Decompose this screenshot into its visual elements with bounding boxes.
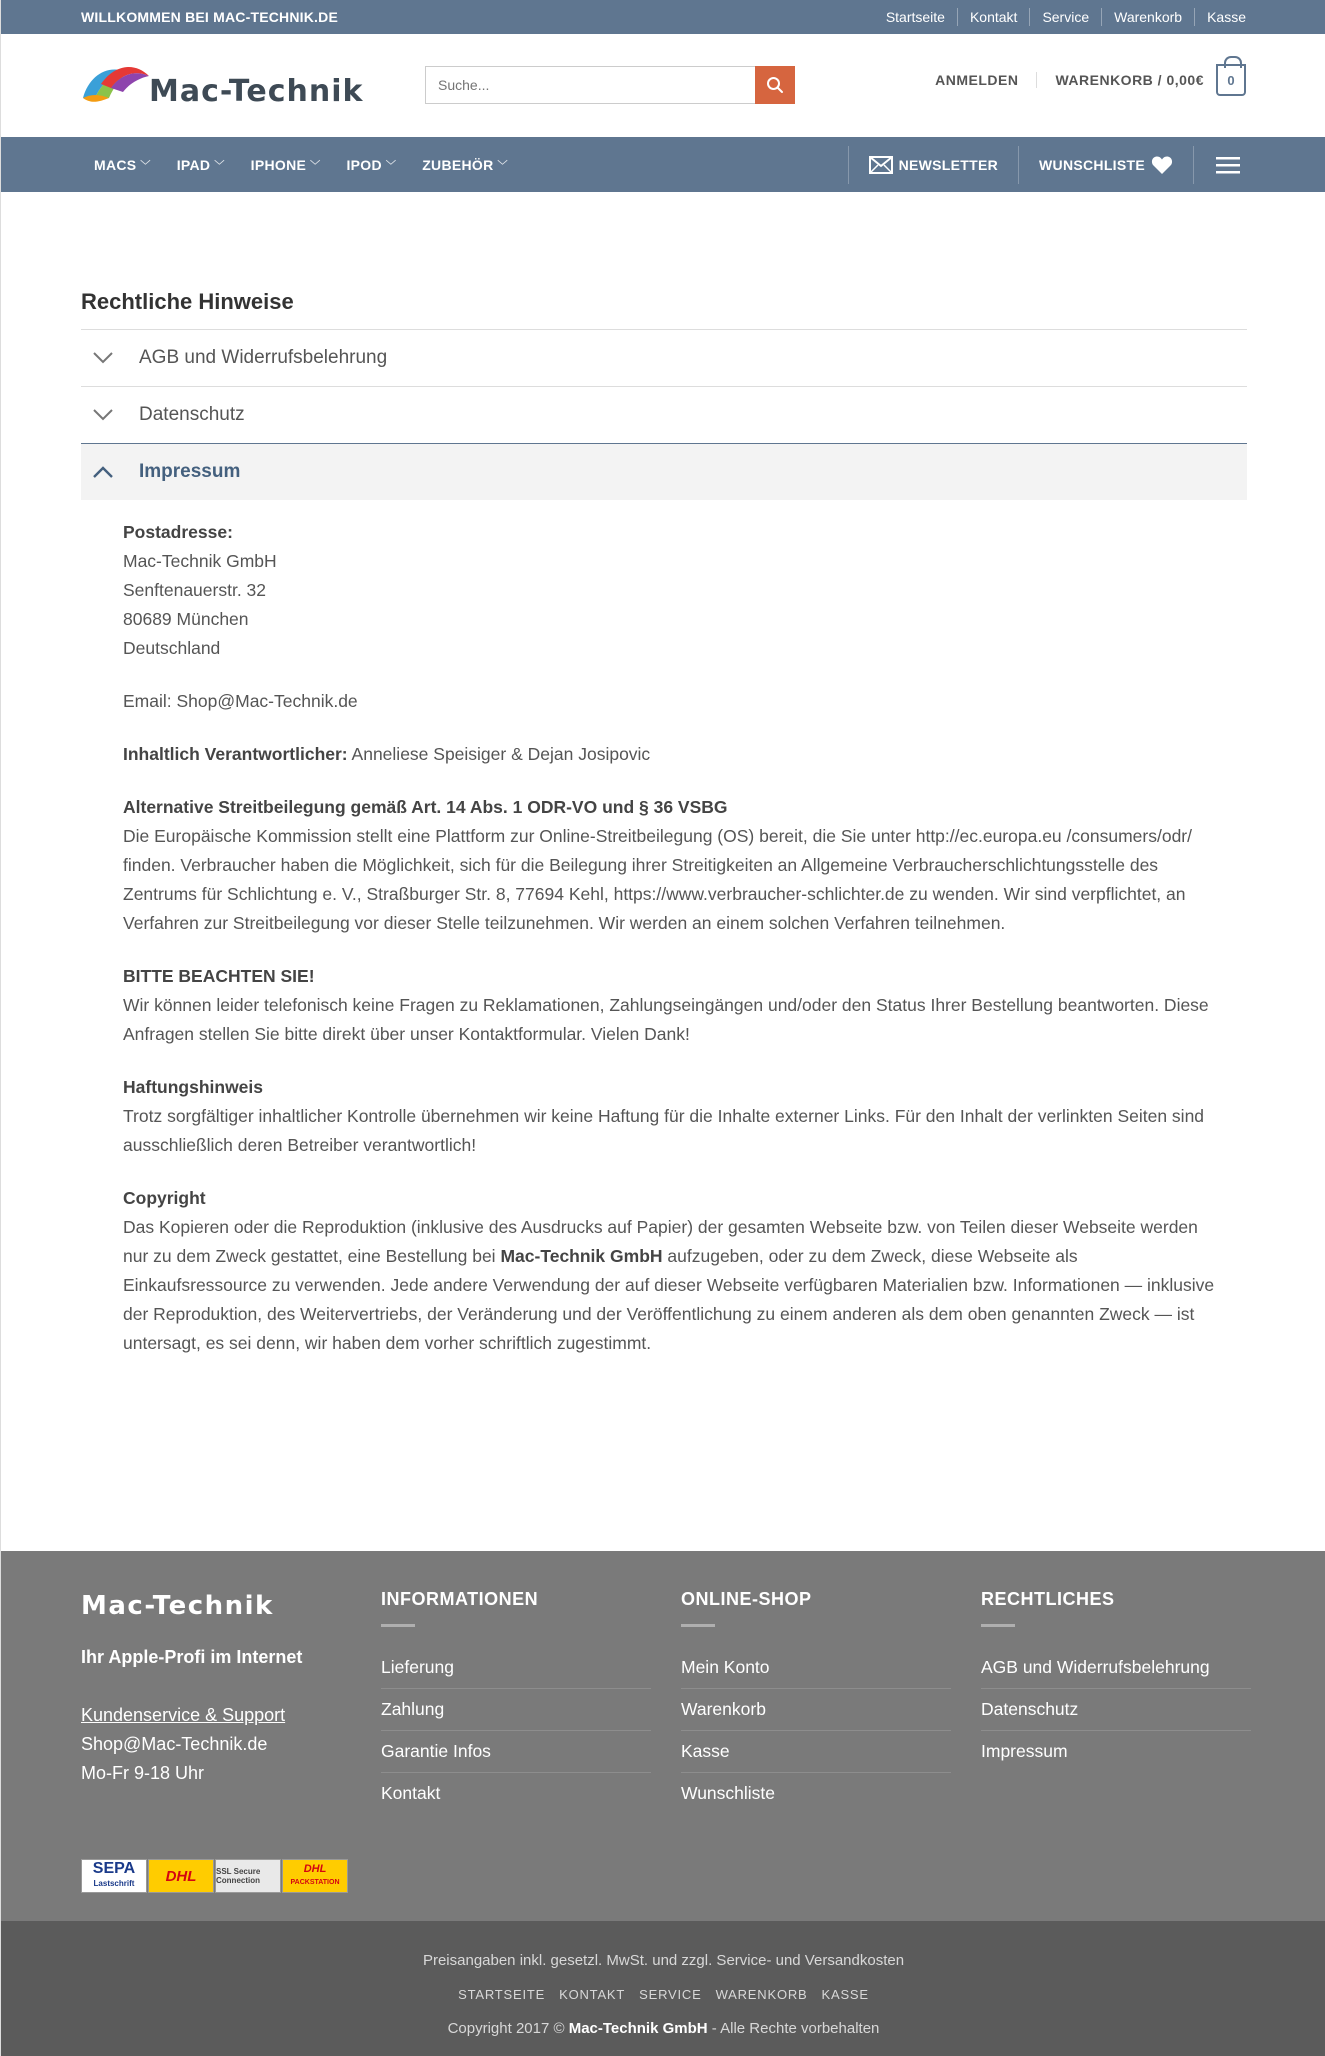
top-link-kontakt[interactable]: Kontakt — [957, 8, 1029, 26]
sepa-title: SEPA — [92, 1860, 136, 1877]
accordion — [81, 329, 1247, 500]
notice-heading: BITTE BEACHTEN SIE! — [123, 966, 315, 986]
footer-support — [81, 1701, 285, 1788]
liability-section — [123, 1073, 1223, 1160]
footer-column-informationen — [381, 1589, 651, 1814]
footer-logo[interactable]: Mac-Technik — [81, 1591, 274, 1621]
accordion-label: Datenschutz — [139, 404, 245, 425]
liability-text: Trotz sorgfältiger inhaltlicher Kontrolle übernehmen wir keine Haftung für die Inhalte externer Links. Für den Inhalt der verlinkten Seiten sind ausschließlich deren Betreiber verantwortlich! — [123, 1106, 1205, 1155]
footer-link[interactable]: Impressum — [981, 1741, 1068, 1761]
footer-link[interactable]: Kontakt — [381, 1783, 441, 1803]
search-input[interactable] — [426, 67, 746, 103]
top-links — [874, 8, 1246, 26]
footer-column-title: INFORMATIONEN — [381, 1589, 539, 1609]
mail-icon — [869, 156, 893, 174]
search-box — [425, 66, 795, 104]
chevron-down-icon — [93, 352, 115, 364]
postal-line: Deutschland — [123, 638, 221, 658]
nav-item-label: ZUBEHÖR — [422, 156, 494, 173]
responsible-value: Anneliese Speisiger & Dejan Josipovic — [351, 744, 651, 764]
nav-item-iphone[interactable] — [238, 157, 334, 173]
notice-text: Wir können leider telefonisch keine Fragen zu Reklamationen, Zahlungseingängen und/oder den Status Ihrer Bestellung beantworten. Diese Anfragen stellen Sie bitte direkt über unser Kontaktformular. Vielen Dank! — [123, 995, 1209, 1044]
copyright-heading: Copyright — [123, 1188, 206, 1208]
postal-line: 80689 München — [123, 609, 249, 629]
chevron-down-icon — [93, 409, 115, 421]
top-link-startseite[interactable]: Startseite — [885, 9, 945, 25]
packstation-title: DHL — [303, 1863, 327, 1875]
bottom-link-kasse[interactable]: KASSE — [821, 1987, 869, 2002]
top-link-kasse[interactable]: Kasse — [1194, 8, 1246, 26]
header — [1, 34, 1325, 137]
cart-icon[interactable] — [1216, 64, 1246, 96]
packstation-logo — [282, 1859, 348, 1893]
liability-heading: Haftungshinweis — [123, 1077, 264, 1097]
payment-logos — [81, 1859, 349, 1893]
copyright-company: Mac-Technik GmbH — [500, 1246, 663, 1266]
menu-icon — [1216, 156, 1240, 174]
logo-text: Mac-Technik — [149, 74, 364, 109]
chevron-down-icon: ﹀ — [310, 161, 321, 172]
nav-right — [848, 137, 1246, 192]
footer-column-title: ONLINE-SHOP — [681, 1589, 812, 1609]
footer-link[interactable]: Warenkorb — [681, 1689, 951, 1731]
nav-item-label: IPOD — [346, 156, 382, 173]
copyright-suffix: - Alle Rechte vorbehalten — [711, 2020, 880, 2037]
nav-item-macs[interactable] — [81, 157, 164, 173]
copyright-text-2: aufzugeben, oder zu dem Zweck, diese Webseite als Einkaufsressource zu verwenden. Jede andere Verwendung der auf dieser Webseite verfügbaren Materialien bzw. Informationen — inklusive der Reproduktion, des Weitervertriebs, der Veränderung und der Veröffentlichung zu einem anderen als dem oben genannten Zweck — ist untersagt, es sei denn, wir haben dem vorher schriftlich zugestimmt. — [123, 1246, 1215, 1353]
chevron-down-icon: ﹀ — [140, 161, 151, 172]
footer-link[interactable]: Lieferung — [381, 1647, 651, 1689]
packstation-subtitle: PACKSTATION — [290, 1879, 340, 1886]
nav-item-ipad[interactable] — [164, 157, 238, 173]
nav-item-label: IPHONE — [250, 156, 307, 173]
copyright-section — [123, 1184, 1223, 1358]
copyright-prefix: Copyright 2017 © — [447, 2020, 565, 2037]
sepa-logo — [81, 1859, 147, 1893]
page-title: Rechtliche Hinweise — [81, 289, 294, 314]
wishlist-link[interactable] — [1018, 146, 1193, 184]
support-email[interactable]: Shop@Mac-Technik.de — [81, 1734, 268, 1754]
footer — [1, 1551, 1325, 1921]
accordion-item-datenschutz[interactable] — [81, 386, 1247, 443]
postal-address — [123, 518, 1223, 663]
cart-count: 0 — [1227, 72, 1235, 88]
footer-column-rechtliches — [981, 1589, 1251, 1772]
copyright-line — [1, 2020, 1325, 2037]
footer-divider — [681, 1624, 715, 1627]
accordion-label: AGB und Widerrufsbelehrung — [139, 347, 388, 368]
site-logo[interactable] — [81, 58, 391, 114]
nav-item-label: IPAD — [176, 156, 211, 173]
footer-link[interactable]: Mein Konto — [681, 1647, 951, 1689]
bottom-link-startseite[interactable]: STARTSEITE — [458, 1987, 546, 2002]
copyright-text-1: Das Kopieren oder die Reproduktion (inklusive des Ausdrucks auf Papier) der gesamten Webseite bzw. von Teilen dieser Webseite werden nur zu dem Zweck gestattet, eine Bestellung bei — [123, 1217, 1198, 1266]
footer-link[interactable]: Kasse — [681, 1731, 951, 1773]
cart-link[interactable]: WARENKORB / 0,00€ — [1055, 72, 1204, 88]
sepa-subtitle: Lastschrift — [93, 1879, 135, 1888]
responsible-line — [123, 740, 1223, 769]
newsletter-link[interactable] — [848, 146, 1018, 184]
footer-divider — [381, 1624, 415, 1627]
welcome-text: WILLKOMMEN BEI MAC-TECHNIK.DE — [81, 9, 339, 25]
header-actions — [935, 64, 1246, 96]
nav-item-label: MACS — [94, 156, 137, 173]
bottom-bar — [1, 1921, 1325, 2056]
postal-heading: Postadresse: — [123, 522, 233, 542]
footer-divider — [981, 1624, 1015, 1627]
bottom-link-warenkorb[interactable]: WARENKORB — [715, 1987, 808, 2002]
heart-icon — [1151, 155, 1173, 175]
email-line: Email: Shop@Mac-Technik.de — [123, 691, 358, 711]
postal-line: Senftenauerstr. 32 — [123, 580, 267, 600]
ssl-badge: SSL Secure Connection — [215, 1859, 281, 1893]
copyright-company-name: Mac-Technik GmbH — [568, 2020, 708, 2037]
responsible-label: Inhaltlich Verantwortlicher: — [123, 744, 348, 764]
top-link-warenkorb[interactable]: Warenkorb — [1101, 8, 1194, 26]
odr-section — [123, 793, 1223, 938]
top-bar — [1, 0, 1325, 34]
support-link[interactable]: Kundenservice & Support — [81, 1705, 286, 1725]
odr-text: Die Europäische Kommission stellt eine Plattform zur Online-Streitbeilegung (OS) bereit, die Sie unter http://ec.europa.eu /consumers/odr/ finden. Verbraucher haben die Möglichkeit, sich für die Beilegung ihrer Streitigkeiten an Allgemeine Verbraucherschlichtungsstelle des Zentrums für Schlichtung e. V., Straßburger Str. 8, 77694 Kehl, https://www.verbraucher-schlichter.de zu wenden. Wir sind verpflichtet, an Verfahren zur Streitbeilegung vor dieser Stelle teilzunehmen. Wir werden an einem solchen Verfahren teilnehmen. — [123, 826, 1192, 933]
nav-item-zubehoer[interactable] — [409, 157, 521, 173]
wishlist-label: WUNSCHLISTE — [1039, 156, 1145, 173]
main-nav — [1, 137, 1325, 192]
nav-menu — [81, 137, 521, 192]
newsletter-label: NEWSLETTER — [898, 156, 999, 173]
impressum-content — [123, 518, 1223, 1382]
chevron-down-icon: ﹀ — [497, 161, 508, 172]
notice-section — [123, 962, 1223, 1049]
footer-link[interactable]: AGB und Widerrufsbelehrung — [981, 1647, 1251, 1689]
menu-button[interactable] — [1193, 146, 1246, 184]
support-hours: Mo-Fr 9-18 Uhr — [81, 1763, 205, 1783]
footer-link[interactable]: Zahlung — [381, 1689, 651, 1731]
postal-line: Mac-Technik GmbH — [123, 551, 277, 571]
search-button[interactable] — [755, 66, 795, 104]
footer-column-title: RECHTLICHES — [981, 1589, 1115, 1609]
footer-column-online-shop — [681, 1589, 951, 1814]
chevron-up-icon — [93, 466, 115, 478]
odr-heading: Alternative Streitbeilegung gemäß Art. 14 Abs. 1 ODR-VO und § 36 VSBG — [123, 797, 728, 817]
logo-swoosh-icon — [81, 58, 151, 114]
chevron-down-icon: ﹀ — [385, 161, 397, 172]
dhl-logo: DHL — [148, 1859, 214, 1893]
footer-link[interactable]: Garantie Infos — [381, 1731, 651, 1773]
bottom-links — [1, 1987, 1325, 2002]
footer-link[interactable]: Datenschutz — [981, 1689, 1251, 1731]
login-link[interactable]: ANMELDEN — [935, 72, 1037, 88]
accordion-item-agb[interactable] — [81, 329, 1247, 386]
accordion-item-impressum[interactable] — [81, 443, 1247, 500]
search-icon — [766, 76, 784, 94]
footer-tagline: Ihr Apple-Profi im Internet — [81, 1647, 303, 1667]
price-note: Preisangaben inkl. gesetzl. MwSt. und zzgl. Service- und Versandkosten — [422, 1952, 905, 1969]
bottom-link-kontakt[interactable]: KONTAKT — [559, 1987, 626, 2002]
chevron-down-icon: ﹀ — [214, 161, 225, 172]
top-link-service[interactable]: Service — [1029, 8, 1101, 26]
bottom-link-service[interactable]: SERVICE — [639, 1987, 702, 2002]
accordion-label: Impressum — [139, 461, 241, 482]
nav-item-ipod[interactable] — [333, 157, 409, 173]
footer-link[interactable]: Wunschliste — [681, 1783, 776, 1803]
